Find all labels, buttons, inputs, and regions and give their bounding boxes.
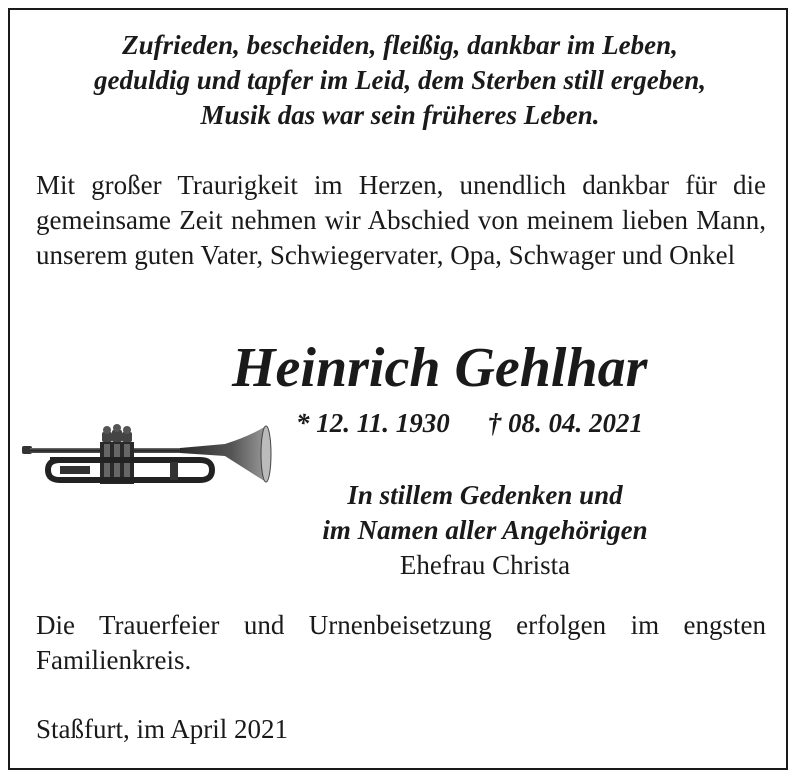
- memorial-poem: [0, 28, 800, 133]
- signoff-line: In stillem Gedenken und: [347, 480, 623, 510]
- poem-line: Zufrieden, bescheiden, fleißig, dankbar im Leben,: [122, 30, 678, 60]
- place-date: Staßfurt, im April 2021: [36, 714, 288, 744]
- poem-line: geduldig und tapfer im Leid, dem Sterben still ergeben,: [94, 65, 706, 95]
- life-dates: [296, 406, 756, 441]
- signoff-line: im Namen aller Angehörigen: [322, 515, 648, 545]
- intro-text: Mit großer Traurigkeit im Herzen, unendlich dankbar für die gemeinsame Zeit nehmen wir Abschied von meinem lieben Mann, unserem guten Vater, Schwiegervater, Opa, Schwager und Onkel: [36, 170, 766, 270]
- deceased-name: Heinrich Gehlhar: [232, 337, 648, 399]
- signature: Ehefrau Christa: [399, 550, 571, 580]
- funeral-notice: Die Trauerfeier und Urnenbeisetzung erfolgen im engsten Familienkreis.: [36, 610, 766, 675]
- birth-date: * 12. 11. 1930: [296, 408, 450, 438]
- poem-line: Musik das war sein früheres Leben.: [200, 100, 600, 130]
- signoff: [280, 478, 690, 583]
- trumpet-icon: [20, 422, 272, 498]
- death-date: † 08. 04. 2021: [487, 408, 644, 438]
